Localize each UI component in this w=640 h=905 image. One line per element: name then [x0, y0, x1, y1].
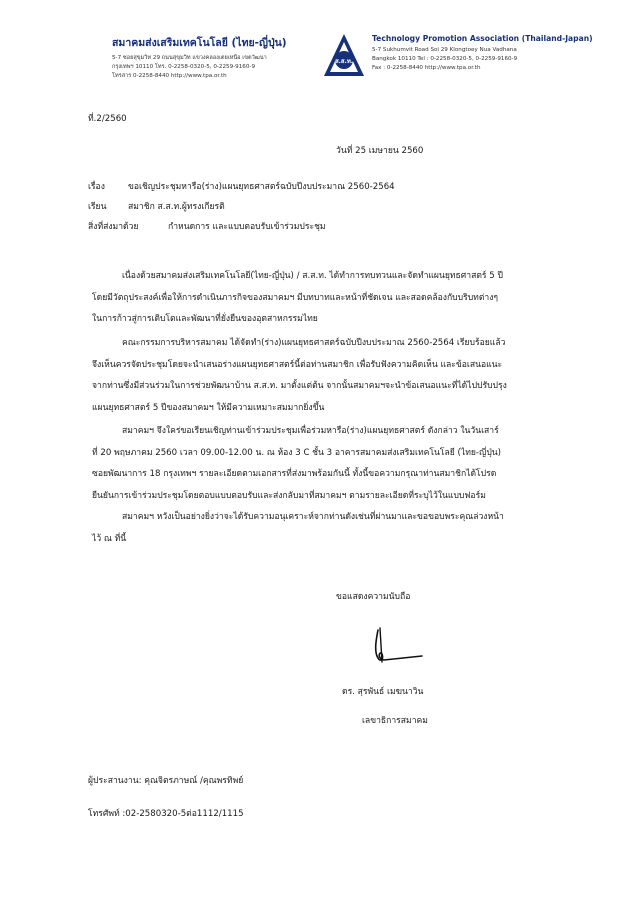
- enclosure-text: กำหนดการ และแบบตอบรับเข้าร่วมประชุม: [168, 222, 326, 232]
- paragraph-line: จึงเห็นควรจัดประชุมโดยจะนำเสนอร่างแผนยุทธศาสตร์นี้ต่อท่านสมาชิก เพื่อรับฟังความคิดเห็น และข้อเสนอแนะ: [92, 359, 503, 370]
- body-paragraph-3: [92, 421, 562, 507]
- org-fax-english-line: Fax : 0-2258-8440 http://www.tpa.or.th: [372, 65, 481, 72]
- enclosure-label: สิ่งที่ส่งมาด้วย: [88, 222, 139, 232]
- org-address-thai-line: 5-7 ซอยสุขุมวิท 29 ถนนสุขุมวิท แขวงคลองเตยเหนือ เขตวัฒนา: [112, 55, 267, 61]
- org-phone-thai-line: กรุงเทพฯ 10110 โทร. 0-2258-0320-5, 0-2259-9160-9: [112, 64, 255, 71]
- closing-salutation: ขอแสดงความนับถือ: [336, 592, 411, 602]
- recipient-text: สมาชิก ส.ส.ท.ผู้ทรงเกียรติ: [128, 202, 225, 212]
- handwritten-signature-icon: [370, 622, 430, 668]
- paragraph-line: ไว้ ณ ที่นี้: [92, 533, 127, 544]
- logo-text: ส.ส.ท.: [334, 58, 354, 65]
- phone-contact: โทรศัพท์ :02-2580320-5ต่อ1112/1115: [88, 809, 244, 819]
- paragraph-line: คณะกรรมการบริหารสมาคม ได้จัดทำ(ร่าง)แผนยุทธศาสตร์ฉบับปีงบประมาณ 2560-2564 เรียบร้อยแล้ว: [122, 338, 506, 348]
- paragraph-line: ในการก้าวสู่การเติบโตและพัฒนาที่ยั่งยืนของอุตสาหกรรมไทย: [92, 314, 318, 324]
- org-fax-thai-line: โทรสาร 0-2258-8440 http://www.tpa.or.th: [112, 73, 227, 80]
- paragraph-line: ยืนยันการเข้าร่วมประชุมโดยตอบแบบตอบรับและส่งกลับมาที่สมาคมฯ ตามรายละเอียดที่ระบุไว้ในแบบฟอร์ม: [92, 490, 486, 501]
- paragraph-line: สมาคมฯ จึงใคร่ขอเรียนเชิญท่านเข้าร่วมประชุมเพื่อร่วมหารือ(ร่าง)แผนยุทธศาสตร์ ดังกล่าว ในวันเสาร์: [122, 426, 499, 436]
- coordinator-contact: ผู้ประสานงาน: คุณจิตรภาษณ์ /คุณพรทิพย์: [88, 776, 244, 786]
- subject-label: เรื่อง: [88, 182, 105, 192]
- org-name-thai: สมาคมส่งเสริมเทคโนโลยี (ไทย-ญี่ปุ่น): [112, 37, 287, 49]
- paragraph-line: เนื่องด้วยสมาคมส่งเสริมเทคโนโลยี(ไทย-ญี่ปุ่น) / ส.ส.ท. ได้ทำการทบทวนและจัดทำแผนยุทธศาสตร์ 5 ปี: [122, 271, 503, 281]
- signer-title: เลขาธิการสมาคม: [362, 716, 428, 726]
- paragraph-line: โดยมีวัตถุประสงค์เพื่อให้การดำเนินภารกิจของสมาคมฯ มีบทบาทและหน้าที่ชัดเจน และสอดคล้องกับบริบทต่างๆ: [92, 292, 499, 303]
- paragraph-line: จากท่านซึ่งมีส่วนร่วมในการช่วยพัฒนาบ้าน ส.ส.ท. มาตั้งแต่ต้น จากนั้นสมาคมฯจะนำข้อเสนอแนะที่ได้ไปปรับปรุง: [92, 381, 507, 391]
- paragraph-line: ที่ 20 พฤษภาคม 2560 เวลา 09.00-12.00 น. ณ ห้อง 3 C ชั้น 3 อาคารสมาคมส่งเสริมเทคโนโลยี (ไทย-ญี่ปุ่น): [92, 447, 502, 458]
- org-phone-english-line: Bangkok 10110 Tel : 0-2258-0320-5, 0-2259-9160-9: [372, 56, 518, 63]
- paragraph-line: ซอยพัฒนาการ 18 กรุงเทพฯ รายละเอียดตามเอกสารที่ส่งมาพร้อมกันนี้ ทั้งนี้ขอความกรุณาท่านสมาชิกได้โปรด: [92, 469, 497, 479]
- letter-date: วันที่ 25 เมษายน 2560: [336, 146, 424, 156]
- body-paragraph-4: [92, 507, 562, 550]
- letterhead-thai: [112, 34, 318, 82]
- body-paragraph-1: [92, 266, 562, 331]
- signer-name: ดร. สุรพันธ์ เมฆนาวิน: [342, 687, 424, 697]
- reference-number: ที่.2/2560: [88, 114, 127, 124]
- recipient-label: เรียน: [88, 202, 107, 212]
- tpa-logo-icon: [322, 32, 366, 78]
- org-address-english-line: 5-7 Sukhumvit Road Soi 29 Klongtoey Nua Vadhana: [372, 47, 517, 53]
- letterhead-english: [372, 34, 620, 74]
- paragraph-line: สมาคมฯ หวังเป็นอย่างยิ่งว่าจะได้รับความอนุเคราะห์จากท่านดังเช่นที่ผ่านมาและขอขอบพระคุณล่วงหน้า: [122, 512, 504, 522]
- paragraph-line: แผนยุทธศาสตร์ 5 ปีของสมาคมฯ ให้มีความเหมาะสมมากยิ่งขึ้น: [92, 402, 325, 413]
- subject-text: ขอเชิญประชุมหารือ(ร่าง)แผนยุทธศาสตร์ฉบับปีงบประมาณ 2560-2564: [128, 182, 395, 192]
- org-name-english: Technology Promotion Association (Thailand-Japan): [372, 34, 593, 43]
- body-paragraph-2: [92, 333, 562, 419]
